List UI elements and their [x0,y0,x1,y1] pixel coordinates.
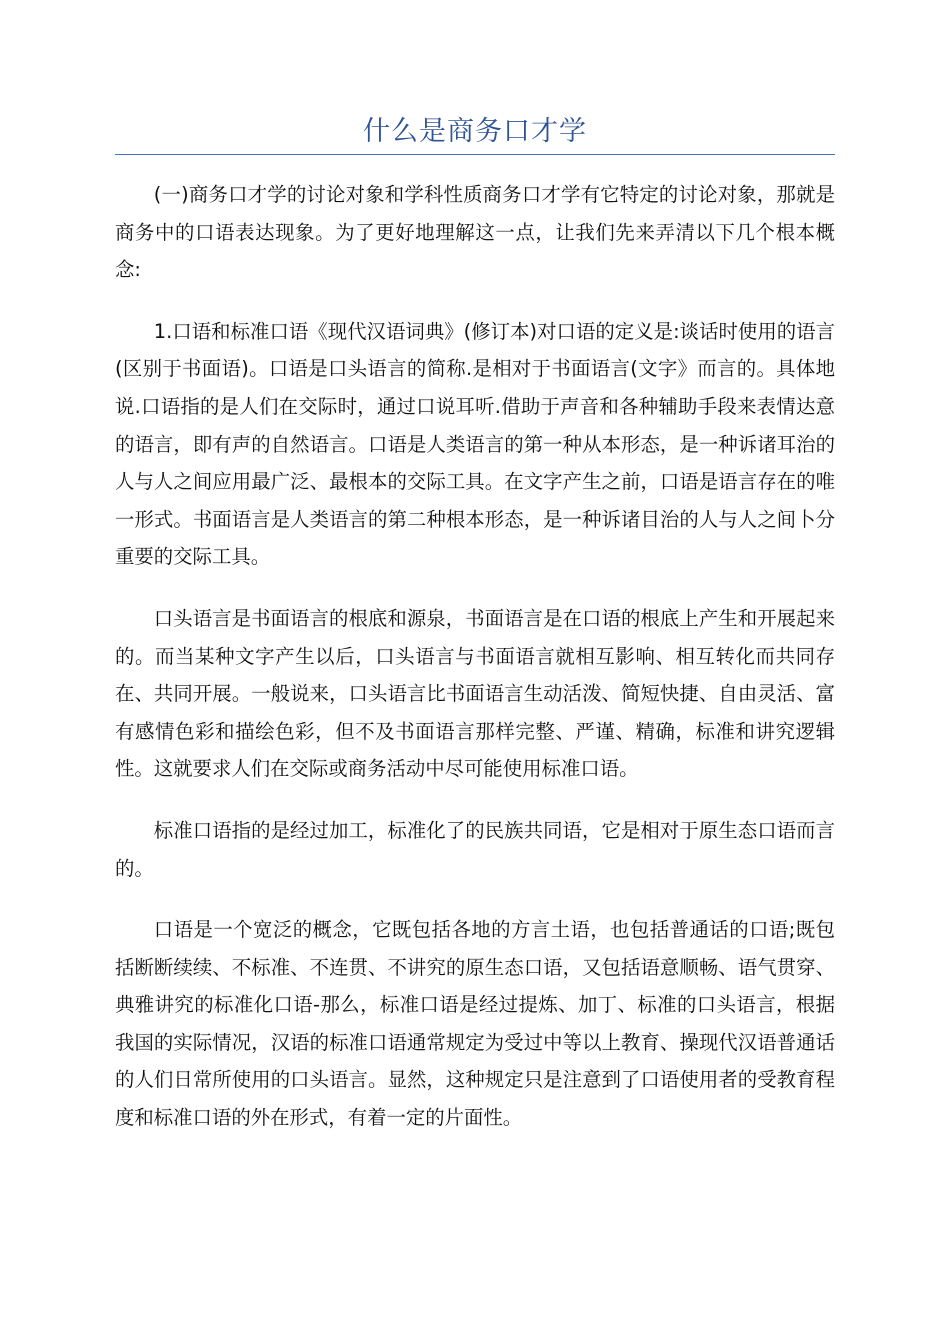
title-underline [115,154,835,155]
paragraph-5: 口语是一个宽泛的概念，它既包括各地的方言土语，也包括普通话的口语;既包括断断续续、不标准、不连贯、不讲究的原生态口语，又包括语意顺畅、语气贯穿、典雅讲究的标准化口语-那么，标准口语是经过提炼、加丁、标准的口头语言，根据我国的实际情况，汉语的标准口语通常规定为受过中等以上教育、操现代汉语普通话的人们日常所使用的口头语言。显然，这种规定只是注意到了口语使用者的受教育程度和标准口语的外在形式，有着一定的片面性。 [115,918,835,1130]
paragraph-4: 标准口语指的是经过加工，标准化了的民族共同语，它是相对于原生态口语而言的。 [115,818,835,880]
paragraph-2: 1.口语和标准口语《现代汉语词典》(修订本)对口语的定义是:谈话时使用的语言(区别于书面语)。口语是口头语言的简称.是相对于书面语言(文字》而言的。具体地说.口语指的是人们在交际时，通过口说耳听.借助于声音和各种辅助手段来表情达意的语言，即有声的自然语言。口语是人类语言的第一种从本形态，是一种诉诸耳治的人与人之间应用最广泛、最根本的交际工具。在文字产生之前，口语是语言存在的唯一形式。书面语言是人类语言的第二种根本形态，是一种诉诸目治的人与人之间卜分重要的交际工具。 [115,319,835,569]
document-title: 什么是商务口才学 [363,116,587,147]
paragraph-3: 口头语言是书面语言的根底和源泉，书面语言是在口语的根底上产生和开展起来的。而当某种文字产生以后，口头语言与书面语言就相互影响、相互转化而共同存在、共同开展。一般说来，口头语言比书面语言生动活泼、简短快捷、自由灵活、富有感情色彩和描绘色彩，但不及书面语言那样完整、严谨、精确，标准和讲究逻辑性。这就要求人们在交际或商务活动中尽可能使用标准口语。 [115,606,835,781]
paragraph-1: (一)商务口才学的讨论对象和学科性质商务口才学有它特定的讨论对象，那就是商务中的口语表达现象。为了更好地理解这一点，让我们先来弄清以下几个根本概念: [115,183,835,282]
document-body [115,176,835,1161]
